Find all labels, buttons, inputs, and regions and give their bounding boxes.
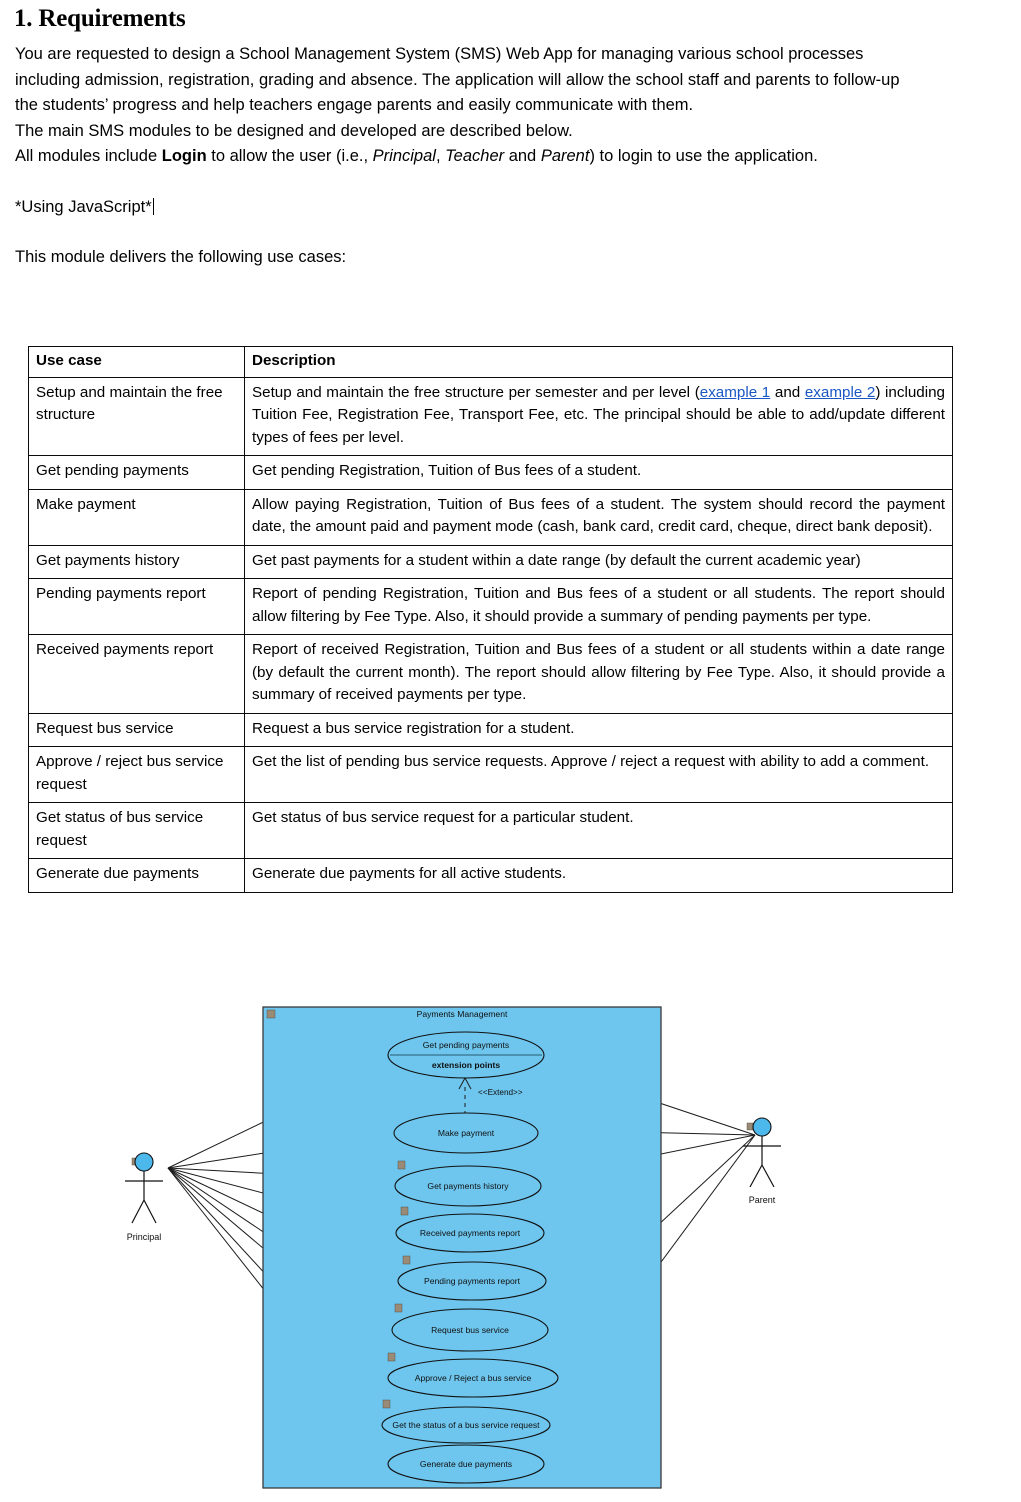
table-cell-use-case: Get payments history [29, 545, 245, 579]
table-cell-description [245, 377, 953, 456]
column-header-description: Description [245, 347, 953, 378]
login-line-middle: to allow the user (i.e., [206, 147, 373, 165]
table-cell-use-case: Get status of bus service request [29, 803, 245, 859]
actor-label: Parent [748, 1195, 776, 1205]
use-case-badge-icon [398, 1161, 405, 1169]
intro-text-block [15, 42, 905, 271]
login-line-before: All modules include [15, 147, 162, 165]
table-cell-use-case: Make payment [29, 489, 245, 545]
table-cell-use-case: Approve / reject bus service request [29, 747, 245, 803]
use-case-label: Approve / Reject a bus service [414, 1373, 532, 1383]
table-cell-use-case: Pending payments report [29, 579, 245, 635]
use-case-badge-icon [395, 1304, 402, 1312]
actor-head-icon [135, 1153, 153, 1171]
use-case-badge-icon [383, 1400, 390, 1408]
note-line [15, 195, 905, 221]
login-line-after: ) to login to use the application. [589, 147, 818, 165]
use-case-label: Generate due payments [419, 1459, 513, 1469]
table-cell-use-case: Generate due payments [29, 859, 245, 893]
description-text: Report of received Registration, Tuition and Bus fees of a student or all students within a date range (by default the current month). The report should allow filtering by Fee Type. Also, it should provide a summary of received payments per type. [252, 641, 945, 703]
table-row [29, 377, 953, 456]
table-row [29, 747, 953, 803]
table-cell-description [245, 579, 953, 635]
use-case-label: Make payment [437, 1128, 495, 1138]
page-title: 1. Requirements [14, 5, 186, 32]
table-cell-description [245, 489, 953, 545]
table-cell-use-case: Request bus service [29, 713, 245, 747]
description-text: Get the list of pending bus service requests. Approve / reject a request with ability to add a comment. [252, 753, 930, 770]
description-text: ) including Tuition Fee, Registration Fee, Transport Fee, etc. The principal should be able to add/update different types of fees per level. [252, 383, 945, 446]
description-text: Request a bus service registration for a student. [252, 719, 575, 737]
table-cell-use-case: Received payments report [29, 635, 245, 714]
role-principal: Principal [372, 147, 436, 165]
spacer-2 [15, 220, 905, 245]
use-case-label: Request bus service [431, 1325, 509, 1335]
description-text: Report of pending Registration, Tuition and Bus fees of a student or all students. The report should allow filtering by Fee Type. Also, it should provide a summary of pending payments per type. [252, 585, 945, 625]
extend-stereotype-label: <<Extend>> [478, 1088, 523, 1097]
description-link[interactable]: example 1 [699, 383, 771, 401]
text-cursor [153, 198, 154, 215]
table-row [29, 713, 953, 747]
actor-head-icon [753, 1118, 771, 1136]
use-case-label: Get pending payments [422, 1040, 510, 1050]
spacer-1 [15, 170, 905, 195]
actor-parent[interactable] [743, 1118, 781, 1205]
description-text: Get status of bus service request for a particular student. [252, 809, 634, 826]
table-row [29, 803, 953, 859]
login-sep-2: and [504, 147, 541, 165]
description-text: Allow paying Registration, Tuition of Bus fees of a student. The system should record the payment date, the amount paid and payment mode (cash, bank card, credit card, cheque, direct bank deposit). [252, 495, 945, 535]
table-row [29, 635, 953, 714]
table-cell-description [245, 635, 953, 714]
table-row [29, 545, 953, 579]
table-row [29, 579, 953, 635]
table-row [29, 489, 953, 545]
table-body [29, 377, 953, 892]
use-case-badge-icon [388, 1353, 395, 1361]
column-header-use-case: Use case [29, 347, 245, 378]
table-row [29, 859, 953, 893]
uml-use-case-diagram [0, 995, 1021, 1500]
table-intro-line: This module delivers the following use cases: [15, 248, 347, 266]
description-text: and [770, 383, 805, 401]
login-line [15, 144, 905, 170]
use-case-table [28, 346, 953, 893]
role-parent: Parent [540, 147, 590, 165]
table-cell-description [245, 859, 953, 893]
use-case-badge-icon [403, 1256, 410, 1264]
system-boundary-title: Payments Management [416, 1009, 508, 1019]
use-case-label: Get the status of a bus service request [392, 1420, 540, 1430]
table-cell-description [245, 713, 953, 747]
table-header-row [29, 347, 953, 378]
description-link[interactable]: example 2 [804, 383, 876, 401]
use-case-get-pending-payments[interactable] [388, 1032, 544, 1078]
role-teacher: Teacher [445, 147, 505, 165]
actor-body-icon [125, 1171, 163, 1223]
table-cell-use-case: Setup and maintain the free structure [29, 377, 245, 456]
description-text: Get pending Registration, Tuition of Bus fees of a student. [252, 462, 642, 479]
table-cell-description [245, 545, 953, 579]
use-case-make-payment[interactable] [394, 1113, 538, 1153]
extension-points-label: extension points [431, 1060, 501, 1070]
actor-principal[interactable] [125, 1153, 163, 1242]
boundary-badge-icon [267, 1010, 275, 1018]
intro-paragraph-1: You are requested to design a School Management System (SMS) Web App for managing various school processes including admission, registration, grading and absence. The application will allow the school staff and parents to follow-up the students’ progress and help teachers engage parents and easily communicate with them. [15, 45, 900, 114]
table-cell-use-case: Get pending payments [29, 456, 245, 490]
table-cell-description [245, 803, 953, 859]
login-keyword: Login [161, 147, 207, 165]
use-case-label: Pending payments report [423, 1276, 521, 1286]
actor-badge-icon [747, 1123, 753, 1130]
actor-label: Principal [126, 1232, 162, 1242]
intro-paragraph-2: The main SMS modules to be designed and developed are described below. [15, 121, 573, 140]
use-case-badge-icon [401, 1207, 408, 1215]
table-cell-description [245, 456, 953, 490]
use-case-label: Received payments report [419, 1228, 521, 1238]
login-sep-1: , [435, 147, 446, 165]
description-text: Generate due payments for all active students. [252, 865, 567, 882]
table-cell-description [245, 747, 953, 803]
use-case-label: Get payments history [427, 1181, 509, 1191]
note-text: *Using JavaScript* [15, 197, 152, 216]
description-text: Get past payments for a student within a date range (by default the current academic year) [252, 551, 861, 569]
use-case-generate-due-payments[interactable] [388, 1445, 544, 1483]
description-text: Setup and maintain the free structure per semester and per level ( [252, 383, 700, 401]
table-row [29, 456, 953, 490]
